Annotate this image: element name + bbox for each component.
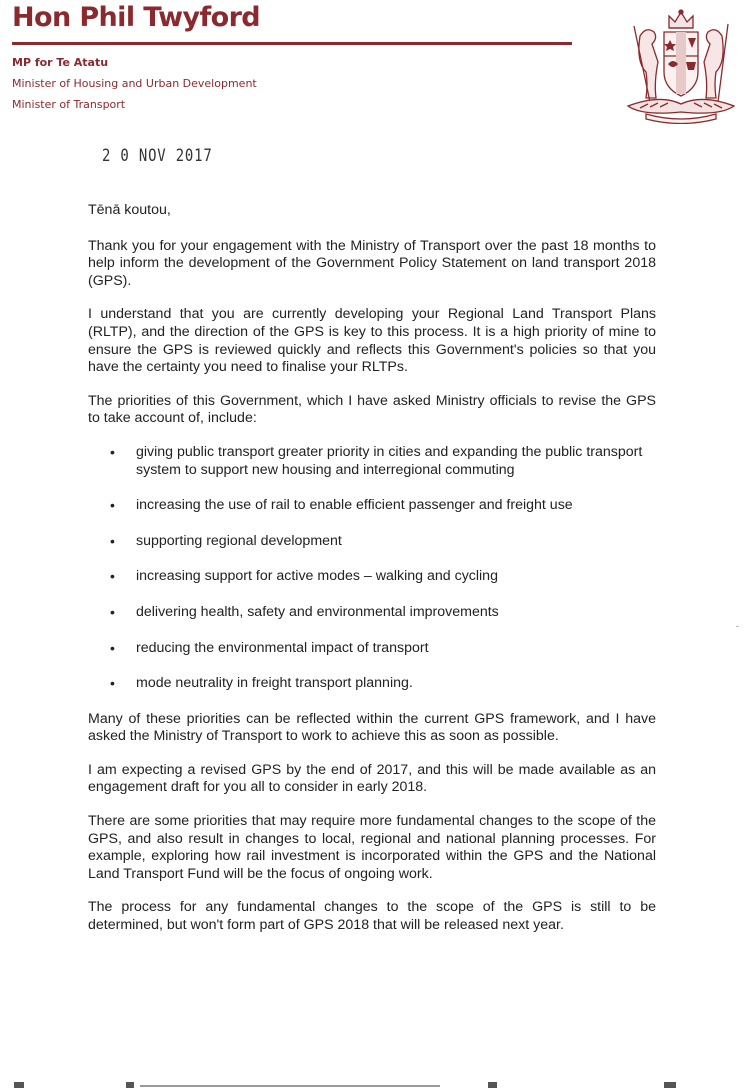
bullet-icon: • [110, 603, 115, 620]
paragraph: The priorities of this Government, which I have asked Ministry officials to revise the GPS to take account of, include: [88, 392, 656, 427]
paragraph: I am expecting a revised GPS by the end of 2017, and this will be made available as an engagement draft for you all to consider in early 2018. [88, 761, 656, 796]
scan-edge-marks [0, 1080, 749, 1088]
paragraph: Thank you for your engagement with the Ministry of Transport over the past 18 months to help inform the development of the Government Policy Statement on land transport 2018 (GPS). [88, 237, 656, 289]
office-details [12, 56, 257, 119]
paragraph: I understand that you are currently developing your Regional Land Transport Plans (RLTP), and the direction of the GPS is key to this process. It is a high priority of mine to ensure the GPS is reviewed quickly and reflects this Government's policies so that you have the certainty you need to finalise your RLTPs. [88, 306, 656, 376]
priorities-list [88, 444, 656, 693]
list-item: • giving public transport greater priority in cities and expanding the public transport system to support new housing and interregional commuting [110, 443, 643, 478]
list-item: • supporting regional development [110, 532, 342, 549]
electorate-line: MP for Te Atatu [12, 56, 109, 69]
bullet-icon: • [110, 568, 115, 585]
bullet-icon: • [110, 443, 115, 460]
list-item: • delivering health, safety and environmental improvements [110, 603, 499, 620]
list-item: • reducing the environmental impact of transport [110, 639, 429, 656]
paragraph: Many of these priorities can be reflected within the current GPS framework, and I have asked the Ministry of Transport to work to achieve this as soon as possible. [88, 710, 656, 745]
scan-mark [664, 1082, 676, 1088]
scan-mark [14, 1082, 24, 1088]
letterhead-divider [12, 42, 572, 45]
bullet-icon: • [110, 639, 115, 656]
list-item: • mode neutrality in freight transport planning. [110, 675, 413, 692]
scan-mark [140, 1085, 440, 1087]
paragraph: The process for any fundamental changes to the scope of the GPS is still to be determined, but won't form part of GPS 2018 that will be released next year. [88, 899, 656, 934]
paragraph: There are some priorities that may require more fundamental changes to the scope of the GPS, and also result in changes to local, regional and national planning processes. For example, exploring how rail investment is incorporated within the GPS and the National Land Transport Fund will be the focus of ongoing work. [88, 813, 656, 882]
list-item: • increasing the use of rail to enable efficient passenger and freight use [110, 497, 573, 514]
date-stamp: 2 0 NOV 2017 [102, 146, 213, 166]
salutation: Tēnā koutou, [88, 202, 171, 218]
bullet-icon: • [110, 532, 115, 549]
portfolio-line: Minister of Transport [12, 98, 126, 111]
bullet-icon: • [110, 497, 115, 514]
bullet-icon: • [110, 675, 115, 692]
scan-mark [488, 1082, 497, 1088]
letter-body [88, 202, 656, 951]
portfolio-line: Minister of Housing and Urban Development [12, 77, 257, 90]
scan-mark [126, 1082, 134, 1088]
nz-coat-of-arms-icon [620, 6, 742, 124]
letterhead-name: Hon Phil Twyford [12, 2, 261, 33]
scan-speck [736, 626, 739, 627]
list-item: • increasing support for active modes – walking and cycling [110, 568, 498, 585]
